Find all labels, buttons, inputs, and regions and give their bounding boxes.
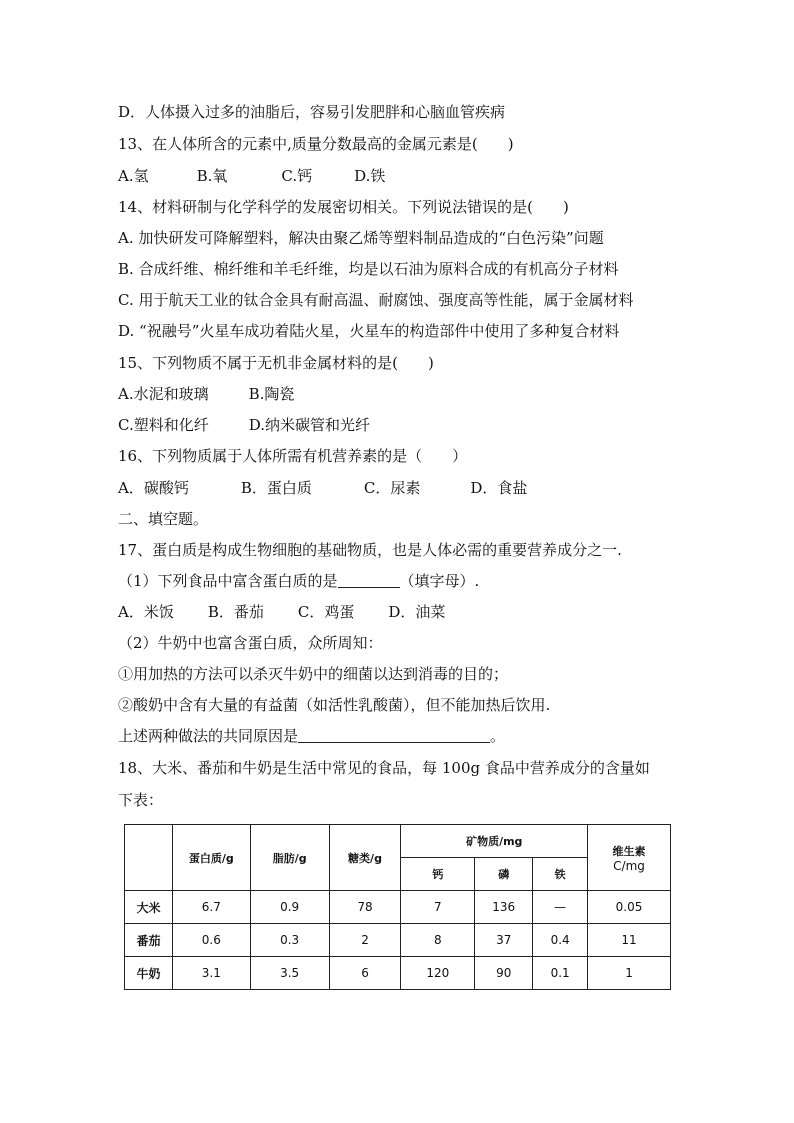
q17-part-1-prompt: （1）下列食品中富含蛋白质的是: [118, 572, 338, 590]
q17-option-a: A．米饭: [118, 603, 174, 621]
q17-option-d: D．油菜: [388, 603, 446, 621]
cell-vitamin-c: 1: [588, 957, 671, 990]
cell-iron: —: [533, 891, 588, 924]
q17-part-2: （2）牛奶中也富含蛋白质，众所周知：: [118, 634, 383, 652]
cell-calcium: 8: [401, 924, 475, 957]
cell-phosphorus: 90: [475, 957, 533, 990]
header-vitamin-c-line2: C/mg: [613, 858, 645, 873]
question-15: 15、下列物质不属于无机非金属材料的是( ): [118, 354, 434, 372]
row-name: 牛奶: [125, 957, 173, 990]
cell-iron: 0.4: [533, 924, 588, 957]
table-row: [125, 924, 671, 957]
header-fat: 脂肪/g: [250, 825, 329, 891]
q15-options-row1: [118, 384, 294, 404]
q17-reason-prompt: 上述两种做法的共同原因是: [118, 727, 299, 745]
question-17: 17、蛋白质是构成生物细胞的基础物质，也是人体必需的重要营养成分之一.: [118, 541, 622, 559]
question-13: 13、在人体所含的元素中,质量分数最高的金属元素是( ): [118, 135, 514, 153]
cell-sugar: 78: [329, 891, 401, 924]
q17-fact-1: ①用加热的方法可以杀灭牛奶中的细菌以达到消毒的目的；: [118, 665, 509, 683]
q17-fact-2: ②酸奶中含有大量的有益菌（如活性乳酸菌），但不能加热后饮用.: [118, 696, 551, 714]
q17-option-b: B．番茄: [207, 603, 264, 621]
q15-option-c: C.塑料和化纤: [118, 416, 209, 434]
row-name: 大米: [125, 891, 173, 924]
header-sugar: 糖类/g: [329, 825, 401, 891]
question-18: 18、大米、番茄和牛奶是生活中常见的食品，每 100g 食品中营养成分的含量如: [118, 759, 650, 777]
cell-vitamin-c: 0.05: [588, 891, 671, 924]
header-phosphorus: 磷: [475, 858, 533, 891]
q16-options: [118, 478, 527, 498]
question-13-options: [118, 166, 385, 186]
q17-reason: [118, 726, 505, 746]
header-minerals: 矿物质/mg: [401, 825, 588, 858]
question-14: 14、材料研制与化学科学的发展密切相关。下列说法错误的是( ): [118, 198, 569, 216]
cell-protein: 3.1: [172, 957, 250, 990]
cell-phosphorus: 136: [475, 891, 533, 924]
q15-option-b: B.陶瓷: [248, 385, 295, 403]
q14-option-d: D. “祝融号”火星车成功着陆火星，火星车的构造部件中使用了多种复合材料: [118, 322, 620, 340]
q17-part-1-hint: （填字母）.: [399, 572, 480, 590]
header-iron: 铁: [533, 858, 588, 891]
q14-option-c: C. 用于航天工业的钛合金具有耐高温、耐腐蚀、强度高等性能，属于金属材料: [118, 291, 634, 309]
q16-option-d: D．食盐: [470, 479, 528, 497]
q14-option-a: A. 加快研发可降解塑料，解决由聚乙烯等塑料制品造成的“白色污染”问题: [118, 229, 604, 247]
q14-option-b: B. 合成纤维、棉纤维和羊毛纤维，均是以石油为原料合成的有机高分子材料: [118, 260, 619, 278]
q13-option-c: C.钙: [281, 167, 313, 185]
q15-option-a: A.水泥和玻璃: [118, 385, 209, 403]
cell-protein: 6.7: [172, 891, 250, 924]
table-corner-cell: [125, 825, 173, 891]
cell-iron: 0.1: [533, 957, 588, 990]
q16-option-a: A．碳酸钙: [118, 479, 189, 497]
cell-vitamin-c: 11: [588, 924, 671, 957]
cell-calcium: 7: [401, 891, 475, 924]
header-calcium: 钙: [401, 858, 475, 891]
table-row: [125, 957, 671, 990]
cell-fat: 3.5: [250, 957, 329, 990]
cell-fat: 0.9: [250, 891, 329, 924]
row-name: 番茄: [125, 924, 173, 957]
q17-reason-blank[interactable]: [298, 728, 490, 743]
q15-options-row2: [118, 415, 370, 435]
q13-option-d: D.铁: [354, 167, 386, 185]
header-vitamin-c-line1: 维生素: [612, 844, 646, 858]
q17-option-c: C．鸡蛋: [297, 603, 355, 621]
table-row: [125, 891, 671, 924]
cell-sugar: 6: [329, 957, 401, 990]
question-18-cont: 下表：: [118, 791, 164, 809]
cell-calcium: 120: [401, 957, 475, 990]
cell-sugar: 2: [329, 924, 401, 957]
question-16: 16、下列物质属于人体所需有机营养素的是（ ）: [118, 447, 468, 465]
q15-option-d: D.纳米碳管和光纤: [248, 416, 370, 434]
q17-part-1: [118, 571, 479, 591]
q17-part-1-blank[interactable]: [338, 573, 400, 588]
q13-option-b: B.氧: [196, 167, 228, 185]
cell-protein: 0.6: [172, 924, 250, 957]
cell-fat: 0.3: [250, 924, 329, 957]
q13-option-a: A.氢: [118, 167, 149, 185]
cell-phosphorus: 37: [475, 924, 533, 957]
q17-reason-end: 。: [490, 727, 506, 745]
header-protein: 蛋白质/g: [172, 825, 250, 891]
q16-option-b: B．蛋白质: [240, 479, 312, 497]
q16-option-c: C．尿素: [363, 479, 421, 497]
q17-part-1-options: [118, 602, 445, 622]
header-vitamin-c: [588, 825, 671, 891]
option-d-q12: D．人体摄入过多的油脂后，容易引发肥胖和心脑血管疾病: [118, 103, 506, 121]
table-header-row: [125, 825, 671, 858]
section-2-heading: 二、填空题。: [118, 510, 209, 528]
nutrition-table: [124, 824, 671, 990]
